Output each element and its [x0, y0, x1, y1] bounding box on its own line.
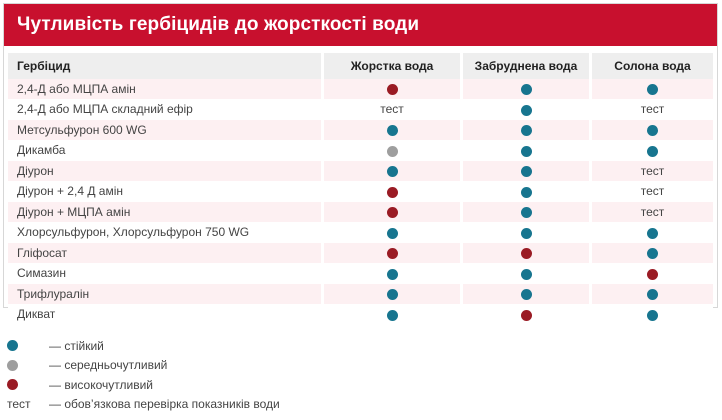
resistant-dot-icon: [521, 166, 532, 177]
dirty-water-cell: [463, 202, 592, 223]
herbicide-name: Діурон + МЦПА амін: [8, 202, 324, 223]
resistant-dot-icon: [647, 228, 658, 239]
legend-mark: [6, 340, 47, 351]
hard-water-cell: [324, 182, 463, 203]
legend: [6, 336, 706, 414]
legend-item: [6, 336, 706, 356]
table-row: [8, 202, 713, 223]
salt-water-cell: [592, 202, 713, 223]
dirty-water-cell: [463, 141, 592, 162]
resistant-dot-icon: [387, 310, 398, 321]
resistant-dot-icon: [647, 84, 658, 95]
herbicide-name: Хлорсульфурон, Хлорсульфурон 750 WG: [8, 223, 324, 244]
salt-water-cell: [592, 223, 713, 244]
herbicide-name: Симазин: [8, 264, 324, 285]
legend-label: — обов’язкова перевірка показників води: [49, 397, 280, 412]
herbicide-name: Дикват: [8, 305, 324, 326]
legend-test-mark: тест: [7, 397, 31, 412]
legend-item: [6, 356, 706, 376]
dirty-water-cell: [463, 79, 592, 100]
resistant-dot-icon: [647, 146, 658, 157]
resistant-dot-icon: [7, 340, 18, 351]
hard-water-cell: [324, 243, 463, 264]
legend-item: [6, 375, 706, 395]
hard-water-cell: [324, 264, 463, 285]
resistant-dot-icon: [521, 207, 532, 218]
resistant-dot-icon: [387, 269, 398, 280]
sensitive-dot-icon: [647, 269, 658, 280]
dirty-water-cell: [463, 120, 592, 141]
legend-mark: [6, 360, 47, 371]
sensitive-dot-icon: [521, 248, 532, 259]
column-header-hard-water: Жорстка вода: [324, 53, 463, 79]
resistant-dot-icon: [647, 310, 658, 321]
legend-label: — середньочутливий: [49, 358, 168, 373]
table-header-row: [8, 53, 713, 79]
dirty-water-cell: [463, 243, 592, 264]
legend-item: [6, 395, 706, 415]
legend-label: — високочутливий: [49, 377, 153, 392]
hard-water-cell: [324, 284, 463, 305]
table-row: [8, 223, 713, 244]
column-header-herbicide: Гербіцид: [8, 53, 324, 79]
salt-water-cell: [592, 161, 713, 182]
herbicide-name: Метсульфурон 600 WG: [8, 120, 324, 141]
test-required-label: тест: [640, 102, 665, 117]
resistant-dot-icon: [387, 289, 398, 300]
salt-water-cell: [592, 284, 713, 305]
table-row: [8, 120, 713, 141]
salt-water-cell: [592, 141, 713, 162]
salt-water-cell: [592, 305, 713, 326]
table-row: [8, 182, 713, 203]
test-required-label: тест: [640, 184, 665, 199]
hard-water-cell: [324, 79, 463, 100]
dirty-water-cell: [463, 182, 592, 203]
hard-water-cell: [324, 305, 463, 326]
dirty-water-cell: [463, 161, 592, 182]
moderate-dot-icon: [7, 360, 18, 371]
resistant-dot-icon: [521, 228, 532, 239]
table-row: [8, 284, 713, 305]
hard-water-cell: [324, 120, 463, 141]
salt-water-cell: [592, 243, 713, 264]
resistant-dot-icon: [647, 125, 658, 136]
dirty-water-cell: [463, 223, 592, 244]
sensitive-dot-icon: [387, 207, 398, 218]
resistant-dot-icon: [521, 125, 532, 136]
herbicide-name: Дикамба: [8, 141, 324, 162]
table-row: [8, 305, 713, 326]
table-row: [8, 161, 713, 182]
table-row: [8, 264, 713, 285]
legend-label: — стійкий: [49, 338, 104, 353]
hard-water-cell: [324, 202, 463, 223]
salt-water-cell: [592, 264, 713, 285]
resistant-dot-icon: [521, 289, 532, 300]
resistant-dot-icon: [521, 84, 532, 95]
herbicide-name: Гліфосат: [8, 243, 324, 264]
herbicide-name: Діурон + 2,4 Д амін: [8, 182, 324, 203]
resistant-dot-icon: [521, 187, 532, 198]
sensitive-dot-icon: [387, 187, 398, 198]
page-title: Чутливість гербіцидів до жорсткості води: [17, 14, 420, 35]
resistant-dot-icon: [387, 166, 398, 177]
salt-water-cell: [592, 120, 713, 141]
sensitive-dot-icon: [7, 379, 18, 390]
resistant-dot-icon: [647, 248, 658, 259]
table-row: [8, 141, 713, 162]
herbicide-name: 2,4-Д або МЦПА складний ефір: [8, 100, 324, 121]
resistant-dot-icon: [521, 269, 532, 280]
test-required-label: тест: [380, 102, 404, 117]
dirty-water-cell: [463, 264, 592, 285]
test-required-label: тест: [640, 163, 665, 178]
herbicide-name: 2,4-Д або МЦПА амін: [8, 79, 324, 100]
table-row: [8, 243, 713, 264]
sensitive-dot-icon: [387, 248, 398, 259]
table-row: [8, 79, 713, 100]
herbicide-sensitivity-panel: [3, 3, 718, 322]
title-bar: [4, 4, 717, 46]
resistant-dot-icon: [387, 125, 398, 136]
dirty-water-cell: [463, 100, 592, 121]
legend-mark: [6, 379, 47, 390]
sensitive-dot-icon: [387, 84, 398, 95]
resistant-dot-icon: [387, 228, 398, 239]
salt-water-cell: [592, 182, 713, 203]
moderate-dot-icon: [387, 146, 398, 157]
column-header-salt-water: Солона вода: [592, 53, 713, 79]
herbicide-name: Діурон: [8, 161, 324, 182]
resistant-dot-icon: [521, 105, 532, 116]
test-required-label: тест: [640, 204, 665, 219]
dirty-water-cell: [463, 305, 592, 326]
resistant-dot-icon: [647, 289, 658, 300]
hard-water-cell: [324, 223, 463, 244]
salt-water-cell: [592, 100, 713, 121]
hard-water-cell: [324, 161, 463, 182]
hard-water-cell: [324, 100, 463, 121]
hard-water-cell: [324, 141, 463, 162]
column-header-dirty-water: Забруднена вода: [463, 53, 592, 79]
resistant-dot-icon: [521, 146, 532, 157]
dirty-water-cell: [463, 284, 592, 305]
table-row: [8, 100, 713, 121]
salt-water-cell: [592, 79, 713, 100]
sensitive-dot-icon: [521, 310, 532, 321]
herbicide-table: [8, 53, 713, 325]
herbicide-name: Трифлуралін: [8, 284, 324, 305]
